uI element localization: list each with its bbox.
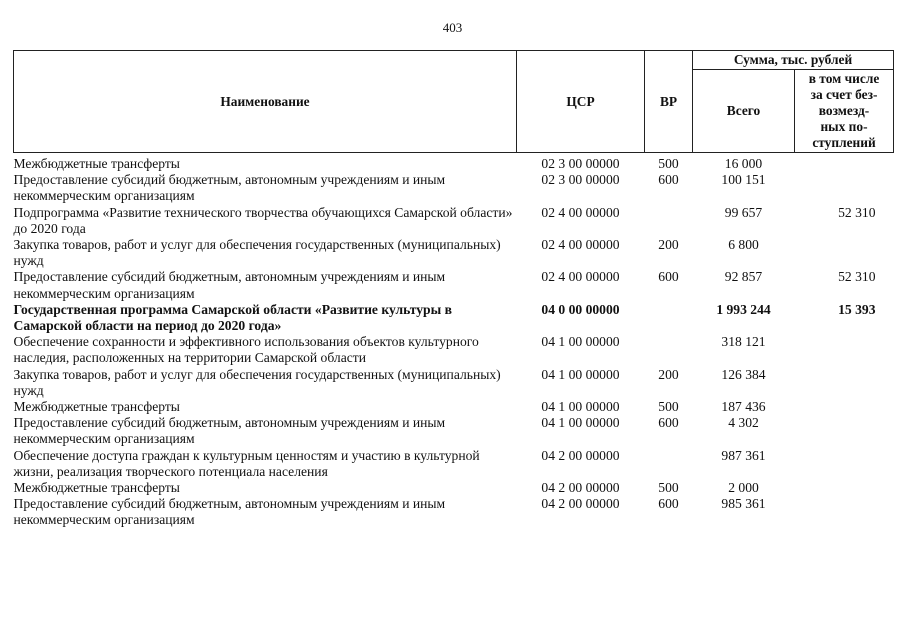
row-vr [645,448,693,480]
row-vr: 500 [658,480,679,496]
row-total: 6 800 [728,237,759,253]
header-incl-line: в том числе [808,71,880,86]
row-csr: 04 1 00 00000 [541,399,620,415]
row-total: 1 993 244 [716,301,771,317]
row-csr: 02 3 00 00000 [541,172,620,188]
row-name: Закупка товаров, работ и услуг для обеспечения государственных (муниципальных) нужд [13,237,501,269]
table-header [14,51,894,153]
table-row [14,205,894,237]
row-total: 318 121 [721,334,766,350]
row-total: 100 151 [721,172,766,188]
row-total: 99 657 [724,204,763,220]
row-vr: 500 [658,399,679,415]
row-total: 2 000 [728,480,759,496]
header-incl-free [795,70,894,153]
row-total: 92 857 [724,269,763,285]
row-free: 52 310 [838,204,876,220]
header-incl-line: за счет без- [810,87,878,102]
row-csr: 02 3 00 00000 [541,156,620,171]
row-csr: 04 1 00 00000 [541,366,620,382]
row-name: Предоставление субсидий бюджетным, автономным учреждениям и иным некоммерческим организациям [13,269,446,301]
row-total: 987 361 [721,447,766,463]
table-row [14,496,894,528]
row-total: 16 000 [724,156,763,171]
row-csr: 02 4 00 00000 [541,237,620,253]
table-row [14,153,894,173]
table-row [14,237,894,269]
row-vr [645,334,693,366]
row-csr: 02 4 00 00000 [541,269,620,285]
header-incl-line: ных по- [820,119,868,134]
table-row [14,399,894,415]
row-vr [645,302,693,334]
row-csr: 04 2 00 00000 [541,496,620,512]
row-free [795,367,894,399]
row-csr: 04 2 00 00000 [541,447,620,463]
header-total: Всего [693,70,795,153]
row-name: Предоставление субсидий бюджетным, автономным учреждениям и иным некоммерческим организациям [13,415,446,447]
row-free [795,153,894,173]
row-name: Межбюджетные трансферты [13,480,180,496]
header-incl-line: возмезд- [818,103,870,118]
row-vr: 500 [658,156,679,171]
budget-table [13,50,894,529]
row-free [795,448,894,480]
row-total: 4 302 [728,415,759,431]
row-total: 187 436 [721,399,766,415]
row-free [795,496,894,528]
header-csr: ЦСР [517,51,645,153]
table-row [14,172,894,204]
row-csr: 04 1 00 00000 [541,415,620,431]
row-vr: 200 [658,237,679,253]
row-vr: 600 [658,496,679,512]
row-name: Подпрограмма «Развитие технического творчества обучающихся Самарской области» до 2020 года [13,204,513,236]
row-vr [645,205,693,237]
table-row [14,302,894,334]
page-number: 403 [442,20,463,35]
row-name: Государственная программа Самарской области «Развитие культуры в Самарской области на период до 2020 года» [13,301,452,334]
row-free [795,172,894,204]
row-vr: 600 [658,269,679,285]
table-row [14,367,894,399]
row-csr: 02 4 00 00000 [541,204,620,220]
table-row [14,269,894,301]
row-name: Предоставление субсидий бюджетным, автономным учреждениям и иным некоммерческим организациям [13,496,446,528]
table-row [14,334,894,366]
row-free [795,415,894,447]
row-free [795,237,894,269]
row-vr: 200 [658,366,679,382]
row-free [795,480,894,496]
row-csr: 04 1 00 00000 [541,334,620,350]
table-row [14,448,894,480]
row-vr: 600 [658,415,679,431]
row-free: 15 393 [838,301,876,317]
table-body [14,153,894,529]
row-name: Закупка товаров, работ и услуг для обеспечения государственных (муниципальных) нужд [13,366,501,398]
row-total: 126 384 [721,366,766,382]
header-name: Наименование [14,51,517,153]
row-csr: 04 0 00 00000 [541,301,620,317]
header-incl-line: ступлений [812,135,876,150]
row-name: Межбюджетные трансферты [13,399,180,415]
row-vr: 600 [658,172,679,188]
row-total: 985 361 [721,496,766,512]
row-name: Обеспечение доступа граждан к культурным ценностям и участию в культурной жизни, реализация творческого потенциала населения [13,447,480,479]
row-free [795,399,894,415]
table-row [14,415,894,447]
row-name: Межбюджетные трансферты [13,156,180,171]
row-free [795,334,894,366]
row-name: Обеспечение сохранности и эффективного использования объектов культурного наследия, расположенных на территории Самарской области [13,334,479,366]
row-free: 52 310 [838,269,876,285]
header-sum-group: Сумма, тыс. рублей [693,51,894,70]
table-row [14,480,894,496]
row-name: Предоставление субсидий бюджетным, автономным учреждениям и иным некоммерческим организациям [13,172,446,204]
header-vr: ВР [645,51,693,153]
row-csr: 04 2 00 00000 [541,480,620,496]
